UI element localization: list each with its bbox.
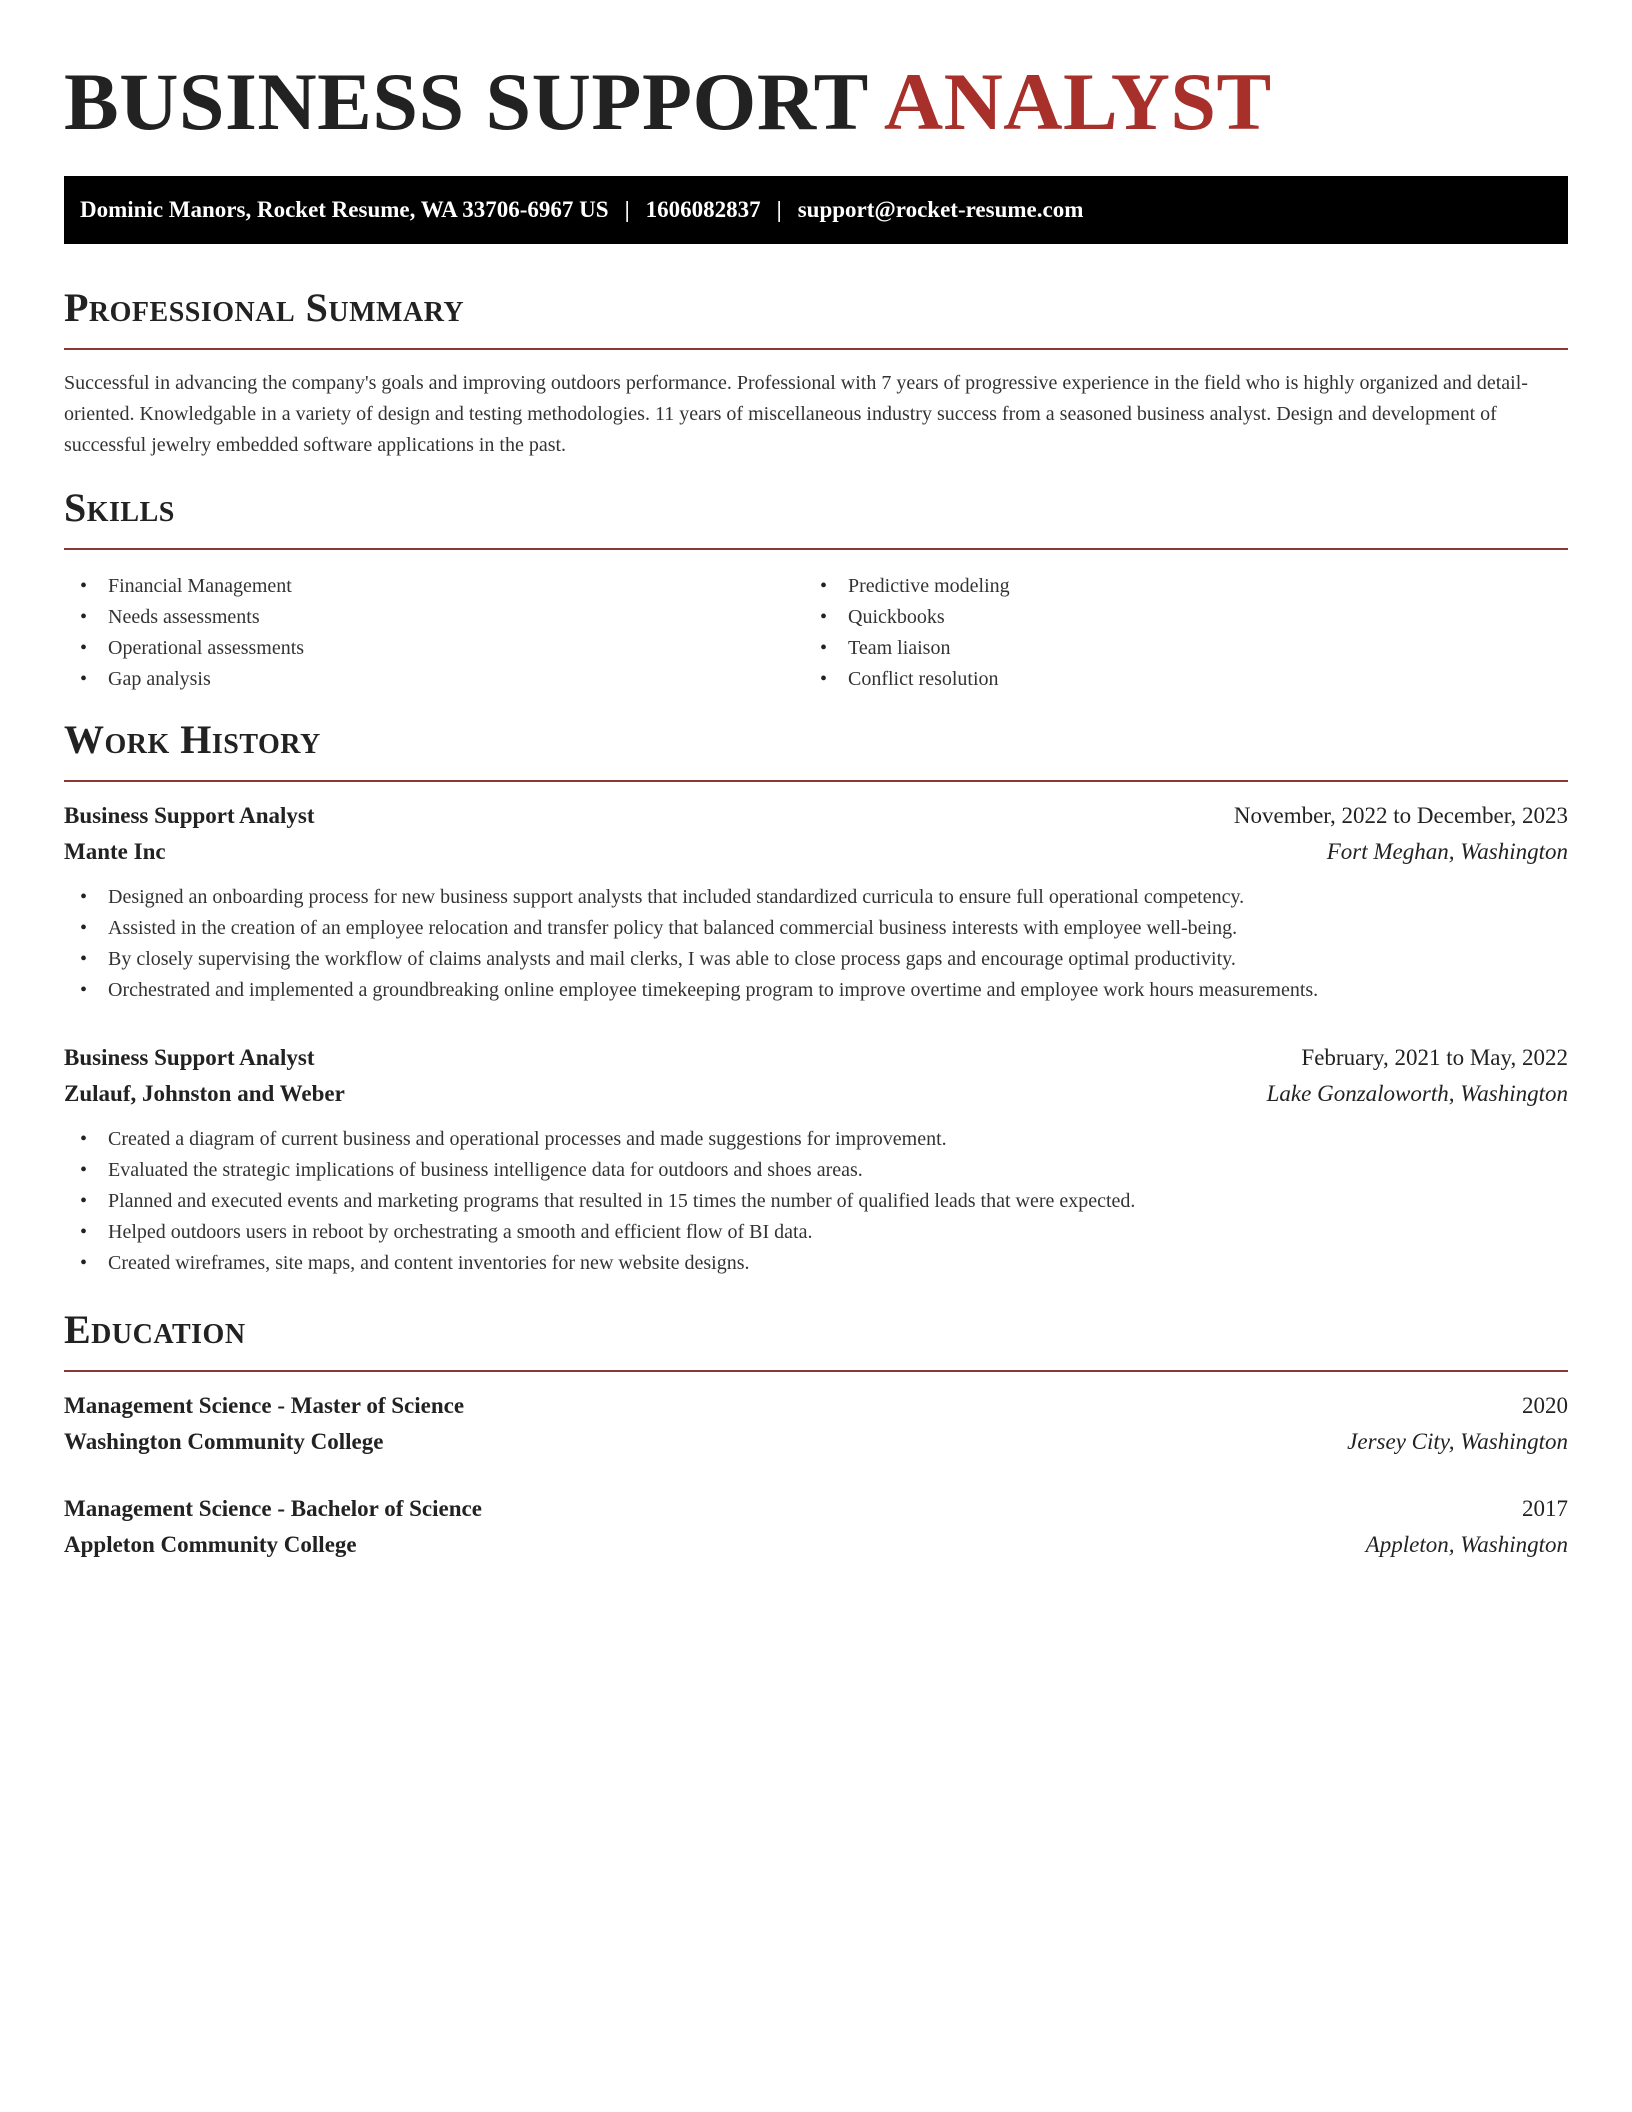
title-accent: ANALYST — [883, 56, 1272, 147]
degree-title: Management Science - Master of Science — [64, 1393, 465, 1418]
skill-item: • Team liaison — [804, 633, 1544, 664]
job-bullet: • Evaluated the strategic implications of business intelligence data for outdoors and shoes areas. — [64, 1155, 1568, 1186]
skill-item: • Financial Management — [64, 571, 804, 602]
school-location: Jersey City, Washington — [1347, 1429, 1568, 1454]
job-location: Fort Meghan, Washington — [1326, 839, 1568, 864]
job-bullet: • Created wireframes, site maps, and content inventories for new website designs. — [64, 1248, 1568, 1279]
contact-email[interactable]: support@rocket-resume.com — [797, 197, 1084, 222]
job-dates: November, 2022 to December, 2023 — [1233, 803, 1568, 828]
contact-bar — [64, 176, 1568, 244]
summary-section-heading — [64, 284, 1568, 350]
job-dates: February, 2021 to May, 2022 — [1301, 1045, 1568, 1070]
education-entry — [64, 1388, 1568, 1460]
education-section-heading — [64, 1306, 1568, 1372]
skills-list-left — [64, 571, 804, 695]
work-entry — [64, 1040, 1568, 1279]
skills-section-heading — [64, 484, 1568, 550]
school-name: Washington Community College — [64, 1429, 384, 1454]
degree-year: 2020 — [1522, 1393, 1568, 1418]
job-bullet: • Designed an onboarding process for new business support analysts that included standardized curricula to ensure full operational competency. — [64, 882, 1568, 913]
title-main: BUSINESS SUPPORT — [64, 56, 868, 147]
job-bullet: • Created a diagram of current business and operational processes and made suggestions for improvement. — [64, 1124, 1568, 1155]
job-bullet: • Orchestrated and implemented a groundbreaking online employee timekeeping program to improve overtime and employee work hours measurements. — [64, 975, 1568, 1006]
job-location: Lake Gonzaloworth, Washington — [1266, 1081, 1568, 1106]
job-bullet: • Planned and executed events and marketing programs that resulted in 15 times the number of qualified leads that were expected. — [64, 1186, 1568, 1217]
skill-item: • Needs assessments — [64, 602, 804, 633]
job-company: Mante Inc — [64, 839, 166, 864]
job-bullets — [64, 882, 1568, 1006]
work-section-heading — [64, 716, 1568, 782]
degree-title: Management Science - Bachelor of Science — [64, 1496, 482, 1521]
summary-heading: Professional Summary — [64, 285, 465, 330]
job-company: Zulauf, Johnston and Weber — [64, 1081, 345, 1106]
work-entry — [64, 798, 1568, 1006]
work-heading: Work History — [64, 717, 321, 762]
education-entry — [64, 1491, 1568, 1563]
skill-item: • Operational assessments — [64, 633, 804, 664]
contact-address: Dominic Manors, Rocket Resume, WA 33706-6967 US — [80, 197, 609, 222]
skill-item: • Gap analysis — [64, 664, 804, 695]
job-bullet: • By closely supervising the workflow of claims analysts and mail clerks, I was able to close process gaps and encourage optimal productivity. — [64, 944, 1568, 975]
degree-year: 2017 — [1522, 1496, 1568, 1521]
job-title: Business Support Analyst — [64, 1045, 315, 1070]
summary-text: Successful in advancing the company's goals and improving outdoors performance. Professional with 7 years of progressive experience in the field who is highly organized and detail-oriented. Knowledgable in a variety of design and testing methodologies. 11 years of miscellaneous industry success from a seasoned business analyst. Design and development of successful jewelry embedded software applications in the past. — [64, 372, 1528, 456]
job-bullet: • Helped outdoors users in reboot by orchestrating a smooth and efficient flow of BI data. — [64, 1217, 1568, 1248]
skill-item: • Quickbooks — [804, 602, 1544, 633]
school-name: Appleton Community College — [64, 1532, 357, 1557]
resume-title — [64, 52, 1272, 152]
skills-list-right — [804, 571, 1544, 695]
skill-item: • Predictive modeling — [804, 571, 1544, 602]
contact-phone: 1606082837 — [645, 197, 761, 222]
job-bullet: • Assisted in the creation of an employee relocation and transfer policy that balanced commercial business interests with employee well-being. — [64, 913, 1568, 944]
school-location: Appleton, Washington — [1365, 1532, 1568, 1557]
contact-separator: | — [776, 197, 782, 222]
job-bullets — [64, 1124, 1568, 1279]
skill-item: • Conflict resolution — [804, 664, 1544, 695]
job-title: Business Support Analyst — [64, 803, 315, 828]
education-heading: Education — [64, 1307, 246, 1352]
contact-separator: | — [624, 197, 630, 222]
skills-heading: Skills — [64, 485, 175, 530]
